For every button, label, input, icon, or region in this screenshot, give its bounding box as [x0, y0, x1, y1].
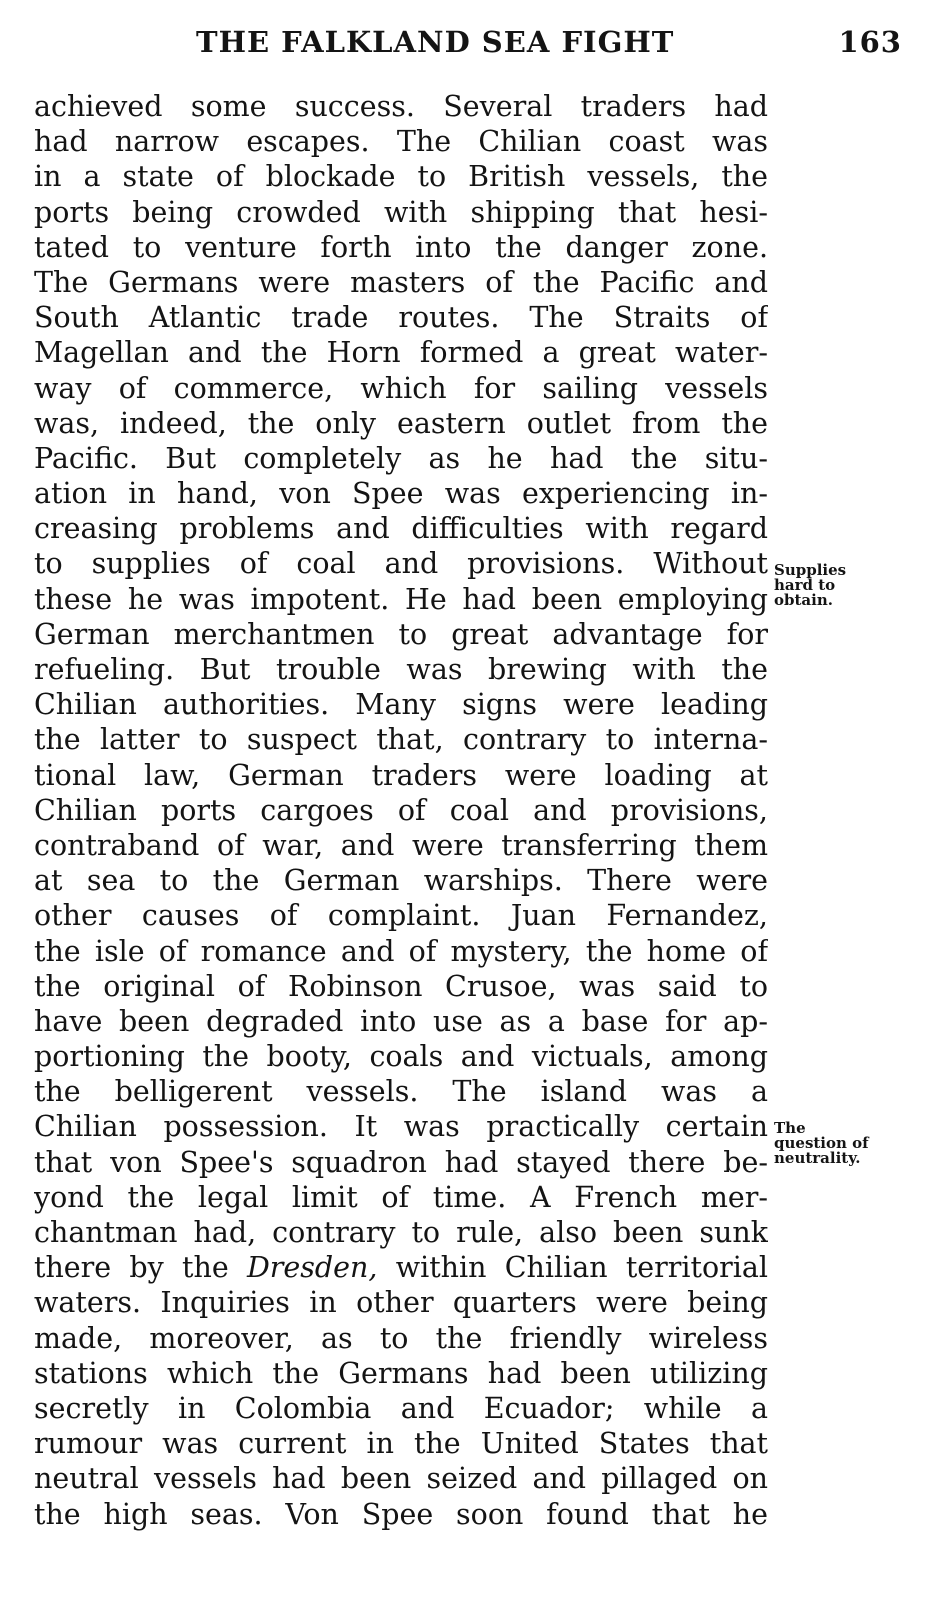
- text-line: the isle of romance and of mystery, the home of: [34, 934, 768, 968]
- text-line: the latter to suspect that, contrary to interna-: [34, 723, 768, 757]
- text-line: to supplies of coal and provisions. Without: [34, 547, 768, 581]
- text-line-italic: [34, 1250, 768, 1285]
- text-fragment: within Chilian territorial: [377, 1251, 768, 1285]
- text-line: stations which the Germans had been utilizing: [34, 1356, 768, 1390]
- text-line: ports being crowded with shipping that hesi-: [34, 195, 768, 229]
- text-line: yond the legal limit of time. A French mer-: [34, 1180, 768, 1214]
- text-line: Chilian possession. It was practically certain: [34, 1110, 768, 1144]
- text-line: that von Spee's squadron had stayed there be-: [34, 1145, 768, 1179]
- text-line: Pacific. But completely as he had the situ-: [34, 441, 768, 475]
- sidenote-line: neutrality.: [774, 1149, 861, 1167]
- text-line: portioning the booty, coals and victuals, among: [34, 1040, 768, 1074]
- text-line: achieved some success. Several traders had: [34, 90, 768, 123]
- sidenote-line: The: [774, 1119, 806, 1137]
- text-line: The Germans were masters of the Pacific and: [34, 265, 768, 299]
- text-line: contraband of war, and were transferring them: [34, 828, 768, 862]
- text-line: rumour was current in the United States that: [34, 1427, 768, 1461]
- text-line: made, moreover, as to the friendly wireless: [34, 1321, 768, 1355]
- text-line: Chilian authorities. Many signs were leading: [34, 688, 768, 722]
- text-line: the high seas. Von Spee soon found that he: [34, 1497, 768, 1531]
- text-line: chantman had, contrary to rule, also been sunk: [34, 1216, 768, 1249]
- text-line: tated to venture forth into the danger zone.: [34, 230, 768, 264]
- text-line: neutral vessels had been seized and pillaged on: [34, 1462, 768, 1496]
- text-line: Magellan and the Horn formed a great water-: [34, 336, 768, 370]
- page-number: 163: [838, 25, 902, 59]
- text-line: in a state of blockade to British vessels, the: [34, 160, 768, 194]
- text-line: ation in hand, von Spee was experiencing in-: [34, 477, 768, 511]
- text-line: secretly in Colombia and Ecuador; while a: [34, 1391, 768, 1425]
- text-fragment: there by the: [34, 1251, 247, 1285]
- text-line: these he was impotent. He had been employing: [34, 582, 768, 616]
- text-line: refueling. But trouble was brewing with the: [34, 653, 768, 686]
- sidenote-line: hard to: [774, 576, 836, 594]
- body-text: [34, 89, 768, 1532]
- text-line: the original of Robinson Crusoe, was said to: [34, 969, 768, 1003]
- text-line: at sea to the German warships. There were: [34, 864, 768, 898]
- running-title: THE FALKLAND SEA FIGHT: [196, 25, 675, 59]
- text-line: creasing problems and difficulties with regard: [34, 512, 768, 546]
- sidenote-supplies: [774, 563, 846, 608]
- ship-name-italic: Dresden,: [246, 1251, 378, 1285]
- text-line: have been degraded into use as a base for ap-: [34, 1004, 768, 1038]
- text-line: South Atlantic trade routes. The Straits of: [34, 301, 768, 335]
- text-line: was, indeed, the only eastern outlet from the: [34, 406, 768, 440]
- text-line: German merchantmen to great advantage for: [34, 617, 768, 651]
- sidenote-line: obtain.: [774, 591, 833, 609]
- running-head: [160, 22, 902, 62]
- text-line: the belligerent vessels. The island was a: [34, 1075, 768, 1109]
- text-line: way of commerce, which for sailing vessels: [34, 371, 768, 405]
- sidenote-neutrality: [774, 1121, 869, 1166]
- text-line: tional law, German traders were loading at: [34, 758, 768, 792]
- sidenote-line: Supplies: [774, 561, 847, 579]
- text-line: waters. Inquiries in other quarters were being: [34, 1286, 768, 1320]
- text-line: Chilian ports cargoes of coal and provisions,: [34, 793, 768, 827]
- text-line: other causes of complaint. Juan Fernandez,: [34, 899, 768, 933]
- sidenote-line: question of: [774, 1134, 869, 1152]
- text-line: had narrow escapes. The Chilian coast was: [34, 125, 768, 159]
